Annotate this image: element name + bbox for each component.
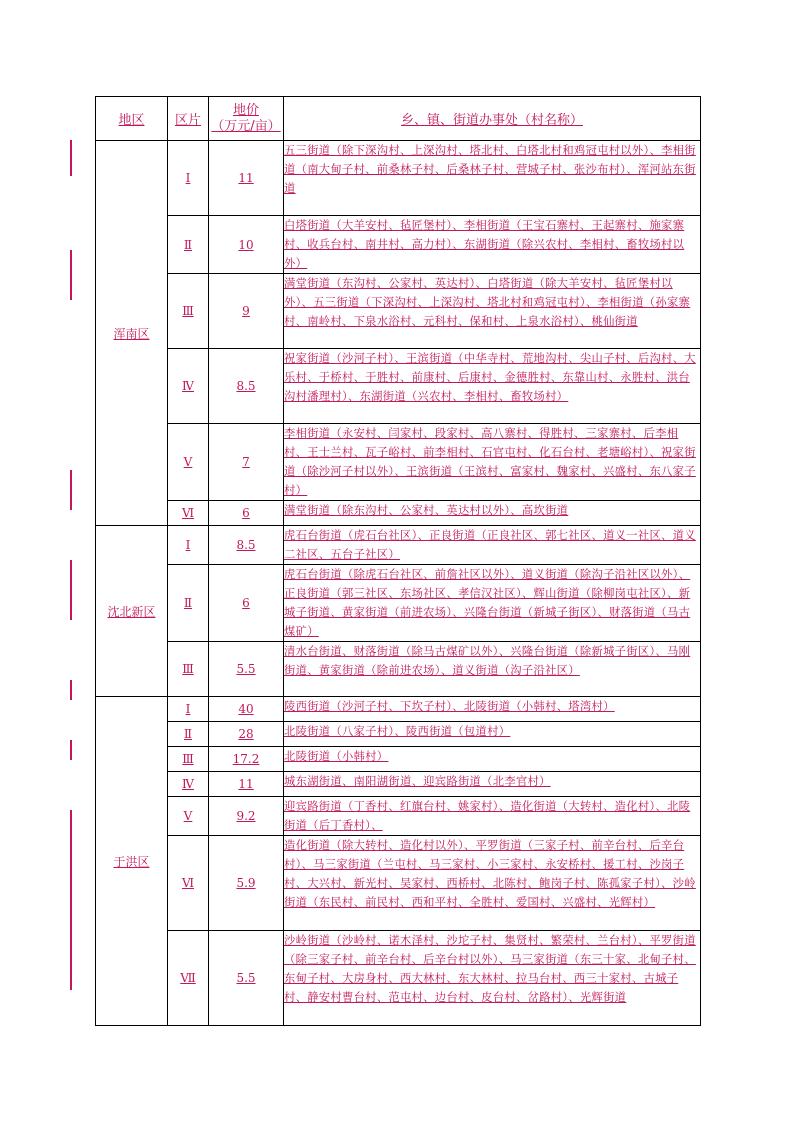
- price-cell: [209, 216, 284, 274]
- zone-cell: [168, 526, 209, 565]
- price-cell: [209, 501, 284, 526]
- towns-text: 陵西街道（沙河子村、下坎子村）、北陵街道（小韩村、塔湾村）: [284, 700, 615, 713]
- price-text: 40: [238, 702, 254, 716]
- price-cell: [209, 836, 284, 931]
- table-row: [96, 772, 701, 797]
- zone-text: Ⅲ: [182, 662, 194, 676]
- zone-cell: [168, 349, 209, 424]
- towns-text: 满堂街道（除东沟村、公家村、英达村以外）、高坎街道: [284, 504, 569, 517]
- towns-cell: [284, 722, 701, 747]
- zone-cell: [168, 565, 209, 642]
- towns-text: 虎石台街道（除虎石台社区、前詹社区以外）、道义街道（除沟子沿社区以外）、正良街道（郭三社区、东场社区、孝信汉社区）、辉山街道（除柳岗屯社区）、新城子街道、黄家街道（前进农场）、兴隆台街道（新城子街区）、财落街道（马古煤矿）: [284, 568, 691, 638]
- price-cell: [209, 526, 284, 565]
- district-cell: [96, 697, 168, 1026]
- price-text: 8.5: [236, 379, 256, 393]
- zone-text: Ⅰ: [185, 538, 191, 552]
- towns-cell: [284, 141, 701, 216]
- land-price-table: [95, 96, 701, 1026]
- towns-text: 沙岭街道（沙岭村、诺木泽村、沙坨子村、集贤村、繁荣村、兰台村）、平罗街道（除三家子村、前辛台村、后辛台村以外）、马三家街道（东三十家、北甸子村、东甸子村、大房身村、西大林村、东大林村、拉马台村、西三十家村、古城子村、静安村曹台村、范屯村、边台村、皮台村、岔路村）、光辉街道: [284, 934, 696, 1004]
- zone-cell: [168, 274, 209, 349]
- margin-mark: [70, 680, 72, 700]
- price-cell: [209, 747, 284, 772]
- zone-text: Ⅲ: [182, 304, 194, 318]
- price-text: 9: [242, 304, 250, 318]
- district-name: 于洪区: [113, 854, 150, 869]
- zone-text: Ⅵ: [181, 876, 195, 890]
- zone-text: Ⅱ: [183, 596, 193, 610]
- price-cell: [209, 772, 284, 797]
- zone-text: Ⅴ: [183, 809, 193, 823]
- zone-cell: [168, 772, 209, 797]
- margin-mark: [70, 250, 72, 300]
- towns-text: 李相街道（永安村、闫家村、段家村、高八寨村、得胜村、三家寨村、后李相村、王士兰村、瓦子峪村、前李相村、石官屯村、化石台村、老塘峪村）、祝家街道（除沙河子村以外）、王滨街道（王滨村、富家村、魏家村、兴盛村、东八家子村）: [284, 427, 696, 497]
- towns-cell: [284, 642, 701, 697]
- zone-cell: [168, 642, 209, 697]
- price-text: 5.5: [236, 662, 256, 676]
- header-price: 地价 （万元/亩）: [209, 97, 284, 141]
- towns-text: 清水台街道、财落街道（除马古煤矿以外）、兴隆台街道（除新城子街区）、马刚街道、黄家街道（除前进农场）、道义街道（沟子沿社区）: [284, 645, 691, 677]
- zone-cell: [168, 747, 209, 772]
- zone-cell: [168, 424, 209, 501]
- header-row: [96, 97, 701, 141]
- table-row: [96, 931, 701, 1026]
- zone-text: Ⅰ: [185, 171, 191, 185]
- zone-cell: [168, 797, 209, 836]
- towns-text: 五三街道（除下深沟村、上深沟村、塔北村、白塔北村和鸡冠屯村以外）、李相街道（南大甸子村、前桑林子村、后桑林子村、营城子村、张沙布村）、浑河站东街道: [284, 144, 696, 195]
- table-row: [96, 216, 701, 274]
- price-cell: [209, 424, 284, 501]
- district-name: 浑南区: [113, 326, 150, 341]
- price-text: 8.5: [236, 538, 256, 552]
- table-row: [96, 349, 701, 424]
- zone-cell: [168, 931, 209, 1026]
- towns-text: 北陵街道（八家子村）、陵西街道（包道村）: [284, 725, 511, 738]
- table-row: [96, 526, 701, 565]
- margin-mark: [70, 810, 72, 990]
- district-cell: [96, 141, 168, 526]
- margin-mark: [70, 470, 72, 510]
- towns-text: 满堂街道（东沟村、公家村、英达村）、白塔街道（除大羊安村、毡匠堡村以外）、五三街道（下深沟村、上深沟村、塔北村和鸡冠屯村）、李相街道（孙家寨村、南岭村、下泉水浴村、元科村、保和村、上泉水浴村）、桃仙街道: [284, 277, 691, 328]
- price-text: 6: [242, 596, 250, 610]
- table-row: [96, 501, 701, 526]
- margin-mark: [70, 740, 72, 760]
- towns-cell: [284, 747, 701, 772]
- price-text: 11: [238, 171, 254, 185]
- header-district: 地区: [96, 97, 168, 141]
- margin-mark: [70, 140, 72, 176]
- price-cell: [209, 274, 284, 349]
- table-row: [96, 722, 701, 747]
- zone-text: Ⅵ: [181, 506, 195, 520]
- zone-text: Ⅰ: [185, 702, 191, 716]
- header-zone: 区片: [168, 97, 209, 141]
- zone-cell: [168, 501, 209, 526]
- towns-cell: [284, 501, 701, 526]
- price-cell: [209, 349, 284, 424]
- table-row: [96, 424, 701, 501]
- zone-text: Ⅳ: [182, 777, 194, 791]
- price-text: 5.9: [236, 876, 256, 890]
- towns-text: 祝家街道（沙河子村）、王滨街道（中华寺村、荒地沟村、尖山子村、后沟村、大乐村、于桥村、于胜村、前康村、后康村、金德胜村、东靠山村、永胜村、洪台沟村潘理村）、东湖街道（兴农村、李相村、畜牧场村）: [284, 352, 696, 403]
- towns-cell: [284, 697, 701, 722]
- price-text: 28: [238, 727, 254, 741]
- towns-text: 造化街道（除大转村、造化村以外）、平罗街道（三家子村、前辛台村、后辛台村）、马三家街道（兰屯村、马三家村、小三家村、永安桥村、援工村、沙岗子村、大兴村、新光村、吴家村、西桥村、北陈村、鲍岗子村、陈孤家子村）、沙岭街道（东民村、前民村、西和平村、全胜村、爱国村、兴盛村、光辉村）: [284, 839, 696, 909]
- table-row: [96, 697, 701, 722]
- towns-cell: [284, 931, 701, 1026]
- zone-text: Ⅳ: [182, 379, 194, 393]
- table-row: [96, 747, 701, 772]
- price-text: 9.2: [236, 809, 256, 823]
- zone-cell: [168, 216, 209, 274]
- towns-cell: [284, 274, 701, 349]
- towns-text: 城东湖街道、南阳湖街道、迎宾路街道（北李官村）: [284, 775, 551, 788]
- table-row: [96, 141, 701, 216]
- margin-marks: [70, 140, 76, 1000]
- district-name: 沈北新区: [107, 604, 156, 619]
- zone-text: Ⅴ: [183, 455, 193, 469]
- towns-cell: [284, 797, 701, 836]
- price-text: 6: [242, 506, 250, 520]
- towns-text: 虎石台街道（虎石台社区）、正良街道（正良社区、郭七社区、道义一社区、道义二社区、五台子社区）: [284, 529, 696, 561]
- zone-cell: [168, 722, 209, 747]
- price-text: 10: [238, 237, 254, 252]
- towns-text: 北陵街道（小韩村）: [284, 750, 389, 763]
- price-cell: [209, 722, 284, 747]
- table-row: [96, 836, 701, 931]
- towns-cell: [284, 565, 701, 642]
- margin-mark: [70, 560, 72, 620]
- table-row: [96, 274, 701, 349]
- towns-cell: [284, 526, 701, 565]
- towns-cell: [284, 836, 701, 931]
- header-towns: 乡、镇、街道办事处（村名称）: [284, 97, 701, 141]
- price-cell: [209, 931, 284, 1026]
- towns-cell: [284, 349, 701, 424]
- price-text: 11: [238, 777, 254, 791]
- zone-cell: [168, 836, 209, 931]
- towns-cell: [284, 424, 701, 501]
- zone-text: Ⅲ: [182, 752, 194, 766]
- price-cell: [209, 565, 284, 642]
- price-cell: [209, 642, 284, 697]
- table-row: [96, 797, 701, 836]
- table-row: [96, 565, 701, 642]
- towns-cell: [284, 772, 701, 797]
- towns-text: 白塔街道（大羊安村、毡匠堡村）、李相街道（王宝石寨村、王起寨村、施家寨村、收兵台村、南井村、高力村）、东湖街道（除兴农村、李相村、畜牧场村以外）: [284, 219, 685, 270]
- price-text: 17.2: [232, 752, 260, 766]
- price-cell: [209, 141, 284, 216]
- zone-cell: [168, 697, 209, 722]
- price-text: 7: [242, 455, 250, 469]
- table-row: [96, 642, 701, 697]
- zone-text: Ⅱ: [183, 237, 193, 252]
- zone-text: Ⅱ: [183, 727, 193, 741]
- towns-text: 迎宾路街道（丁香村、红旗台村、姚家村）、造化街道（大转村、造化村）、北陵街道（后丁香村）、: [284, 800, 691, 832]
- towns-cell: [284, 216, 701, 274]
- price-cell: [209, 797, 284, 836]
- price-cell: [209, 697, 284, 722]
- zone-text: Ⅶ: [180, 971, 196, 985]
- zone-cell: [168, 141, 209, 216]
- price-text: 5.5: [236, 971, 256, 985]
- district-cell: [96, 526, 168, 697]
